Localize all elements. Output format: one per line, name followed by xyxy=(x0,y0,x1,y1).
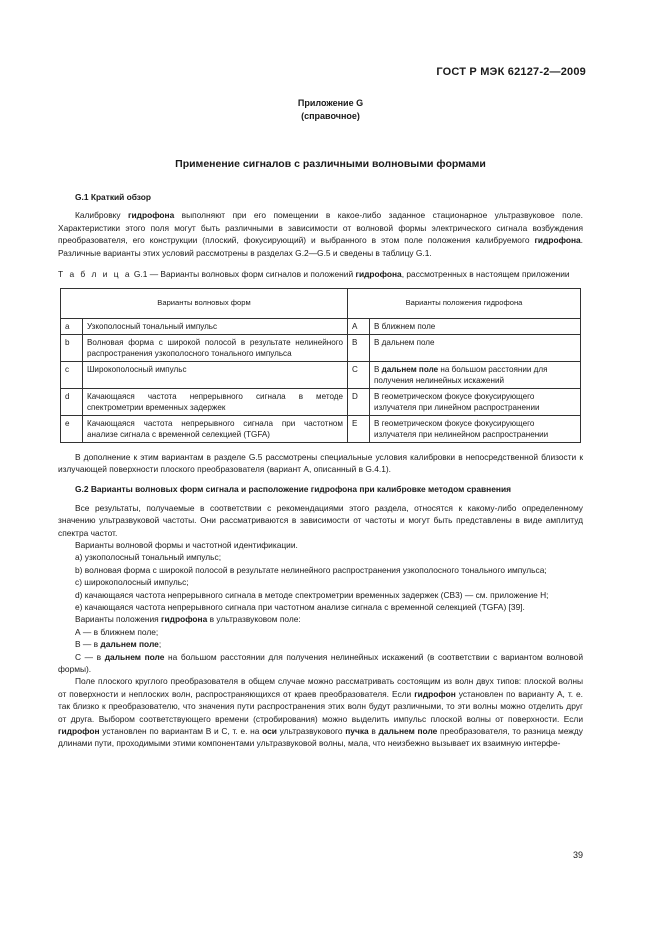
table-header-row xyxy=(61,288,581,318)
section-g1-paragraph: Калибровку гидрофона выполняют при его помещении в какое-либо заданное стационарное ультразвуковое поле. Характеристики этого поля могут быть различными в зависимости от волновой формы электрического сигнала возбуждения преобразователя, его конструкции (плоский, фокусирующий) и выбранного в этом поле положения калибруемого гидрофона. Различные варианты этих условий рассмотрены в разделах G.2—G.5 и сведены в таблицу G.1. xyxy=(58,210,583,258)
table-row: a Узкополосный тональный импульс A В ближнем поле xyxy=(61,318,581,334)
list-item: e) качающаяся частота непрерывного сигнала при частотном анализе сигнала с временной селекцией (TGFA) [39]. xyxy=(75,602,525,612)
variants-table xyxy=(60,288,581,443)
list-item: a) узкополосный тональный импульс; xyxy=(75,552,222,563)
table-row: e Качающаяся частота непрерывного сигнала при частотном анализе сигнала с временной селекцией (TGFA) E В геометрическом фокусе фокусирующего излучателя при нелинейном распространении xyxy=(61,415,581,442)
g2-paragraph-2: Варианты волновой формы и частотной идентификации. xyxy=(75,539,298,550)
position-b: В — в дальнем поле; xyxy=(75,639,162,650)
page-title: Применение сигналов с различными волновыми формами xyxy=(175,158,486,170)
g2-paragraph-1: Все результаты, получаемые в соответствии с рекомендациями этого раздела, относятся к какому-либо определенному значению ультразвуковой частоты. Они рассматриваются в зависимости от частоты и могут быть представлены в виде амплитуд спектра частот. xyxy=(58,502,583,538)
list-item: c) широкополосный импульс; xyxy=(75,577,189,588)
standard-header: ГОСТ Р МЭК 62127-2—2009 xyxy=(436,66,586,78)
table-caption: Т а б л и ц а G.1 — Варианты волновых форм сигналов и положений гидрофона, рассмотренных в настоящем приложении xyxy=(58,269,570,280)
main-content xyxy=(58,191,583,750)
header-waveforms: Варианты волновых форм xyxy=(61,288,348,318)
appendix-title: Приложение G xyxy=(297,98,364,108)
header-positions: Варианты положения гидрофона xyxy=(348,288,581,318)
after-table-paragraph: В дополнение к этим вариантам в разделе G.5 рассмотрены специальные условия калибровки в непосредственной близости к излучающей поверхности плоского преобразователя (вариант А, описанный в G.4.1). xyxy=(58,451,583,474)
table-row: d Качающаяся частота непрерывного сигнала в методе спектрометрии временных задержек D В геометрическом фокусе фокусирующего излучателя при линейном распространении xyxy=(61,388,581,415)
section-g1-heading: G.1 Краткий обзор xyxy=(75,192,151,202)
list-item: b) волновая форма с широкой полосой в результате нелинейного распространения узкополосного тонального импульса; xyxy=(75,564,547,575)
page-number: 39 xyxy=(572,850,583,860)
positions-intro: Варианты положения гидрофона в ультразвуковом поле: xyxy=(75,614,301,625)
table-row: c Широкополосный импульс C В дальнем поле на большом расстоянии для получения нелинейных искажений xyxy=(61,361,581,388)
position-c: С — в дальнем поле на большом расстоянии для получения нелинейных искажений (в соответствии с вариантом волновой формы). xyxy=(58,651,584,675)
position-a: А — в ближнем поле; xyxy=(75,626,159,637)
appendix-status: (справочное) xyxy=(301,111,360,121)
table-row: b Волновая форма с широкой полосой в результате нелинейного распространения узкополосного тонального импульса B В дальнем поле xyxy=(61,334,581,361)
appendix-label xyxy=(0,97,661,123)
list-item: d) качающаяся частота непрерывного сигнала в методе спектрометрии временных задержек (CB3) — см. приложение H; xyxy=(75,589,549,600)
g2-paragraph-last: Поле плоского круглого преобразователя в общем случае можно рассматривать состоящим из волн двух типов: плоской волны от поверхности и неплоских волн, распространяющихся от краев преобразователя. Если гидрофон установлен по варианту А, т. е. так близко к преобразователю, что значения пути распространения этих волн будут различными, то эти волны можно отделить друг от друга. Выбором соответствующего времени (стробирования) можно выделить импульс плоской волны от поверхности. Если гидрофон установлен по вариантам В и С, т. е. на оси ультразвукового пучка в дальнем поле преобразователя, то разница между длинами пути, проходимыми этими компонентами ультразвуковой волны, мала, что неизбежно вызывает их взаимную интерфе- xyxy=(58,676,583,749)
section-g2-heading: G.2 Варианты волновых форм сигнала и расположение гидрофона при калибровке методом сравнения xyxy=(75,484,511,495)
